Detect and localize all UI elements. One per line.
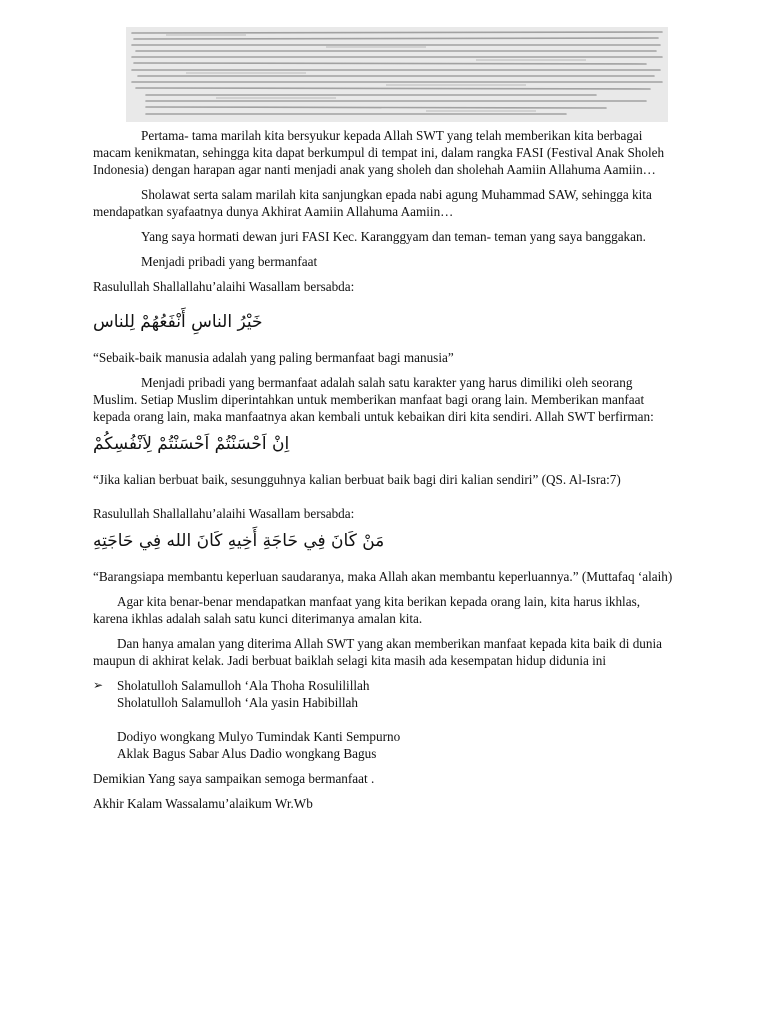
arabic-hadith-1: خَيْرُ الناسِ أَنْفَعُهُمْ لِلناس (93, 312, 263, 332)
song-gap (117, 711, 676, 728)
closing-statement: Demikian Yang saya sampaikan semoga bermanfaat . (93, 771, 375, 786)
verse-translation: “Jika kalian berbuat baik, sesungguhnya kalian berbuat baik bagi diri kalian sendiri” (QS. Al-Isra:7) (93, 472, 621, 487)
paragraph-explanation: Menjadi pribadi yang bermanfaat adalah salah satu karakter yang harus dimiliki oleh seorang Muslim. Setiap Muslim diperintahkan untuk memberikan manfaat bagi orang lain. Memberikan manfaat kepada orang lain, maka manfaatnya akan kembali untuk kebaikan diri kita sendiri. Allah SWT berfirman: (93, 375, 654, 424)
song-line-2: Sholatulloh Salamulloh ‘Ala yasin Habibillah (117, 695, 359, 710)
closing-salam: Akhir Kalam Wassalamu’alaikum Wr.Wb (93, 796, 313, 811)
paragraph-greeting: Yang saya hormati dewan juri FASI Kec. Karanggyam dan teman- teman yang saya banggakan. (141, 229, 646, 244)
paragraph-opening: Pertama- tama marilah kita bersyukur kepada Allah SWT yang telah memberikan kita berbagai macam kenikmatan, sehingga kita dapat berkumpul di tempat ini, dalam rangka FASI (Festival Anak Sholeh Indonesia) dengan harapan agar nanti menjadi anak yang sholeh dan sholehah Aamiin Allahuma Aamiin… (93, 128, 665, 177)
arabic-verse: اِنْ اَحْسَنْتُمْ اَحْسَنْتُمْ لِاَنْفُسِكُمْ (93, 434, 290, 454)
arrow-bullet-icon: ➢ (93, 678, 104, 692)
paragraph-sholawat: Sholawat serta salam marilah kita sanjungkan epada nabi agung Muhammad SAW, sehingga kita mendapatkan syafaatnya dunya Akhirat Aamiin Allahuma Aamiin… (93, 187, 652, 219)
document-body (93, 127, 676, 820)
arabic-hadith-2: مَنْ كَانَ فِي حَاجَةِ أَخِيهِ كَانَ الله فِي حَاجَتِهِ (93, 531, 385, 551)
hadith-intro-1: Rasulullah Shallallahu’alaihi Wasallam bersabda: (93, 279, 355, 294)
paragraph-amalan: Dan hanya amalan yang diterima Allah SWT yang akan memberikan manfaat kepada kita baik di dunia maupun di akhirat kelak. Jadi berbuat baiklah selagi kita masih ada kesempatan hidup didunia ini (93, 636, 663, 668)
hadith-translation-2: “Barangsiapa membantu keperluan saudaranya, maka Allah akan membantu keperluannya.” (Muttafaq ‘alaih) (93, 569, 673, 584)
song-line-1: Sholatulloh Salamulloh ‘Ala Thoha Rosulilillah (117, 678, 370, 693)
song-line-3: Dodiyo wongkang Mulyo Tumindak Kanti Sempurno (117, 729, 401, 744)
song-verse-block (93, 677, 676, 762)
blurred-text-lines (126, 27, 668, 122)
song-line-4: Aklak Bagus Sabar Alus Dadio wongkang Bagus (117, 746, 377, 761)
scanned-header-image (126, 27, 668, 122)
paragraph-ikhlas: Agar kita benar-benar mendapatkan manfaat yang kita berikan kepada orang lain, kita harus ikhlas, karena ikhlas adalah salah satu kunci diterimanya amalan kita. (93, 594, 640, 626)
hadith-translation-1: “Sebaik-baik manusia adalah yang paling bermanfaat bagi manusia” (93, 350, 454, 365)
topic-title: Menjadi pribadi yang bermanfaat (141, 254, 318, 269)
hadith-intro-2: Rasulullah Shallallahu’alaihi Wasallam bersabda: (93, 506, 355, 521)
